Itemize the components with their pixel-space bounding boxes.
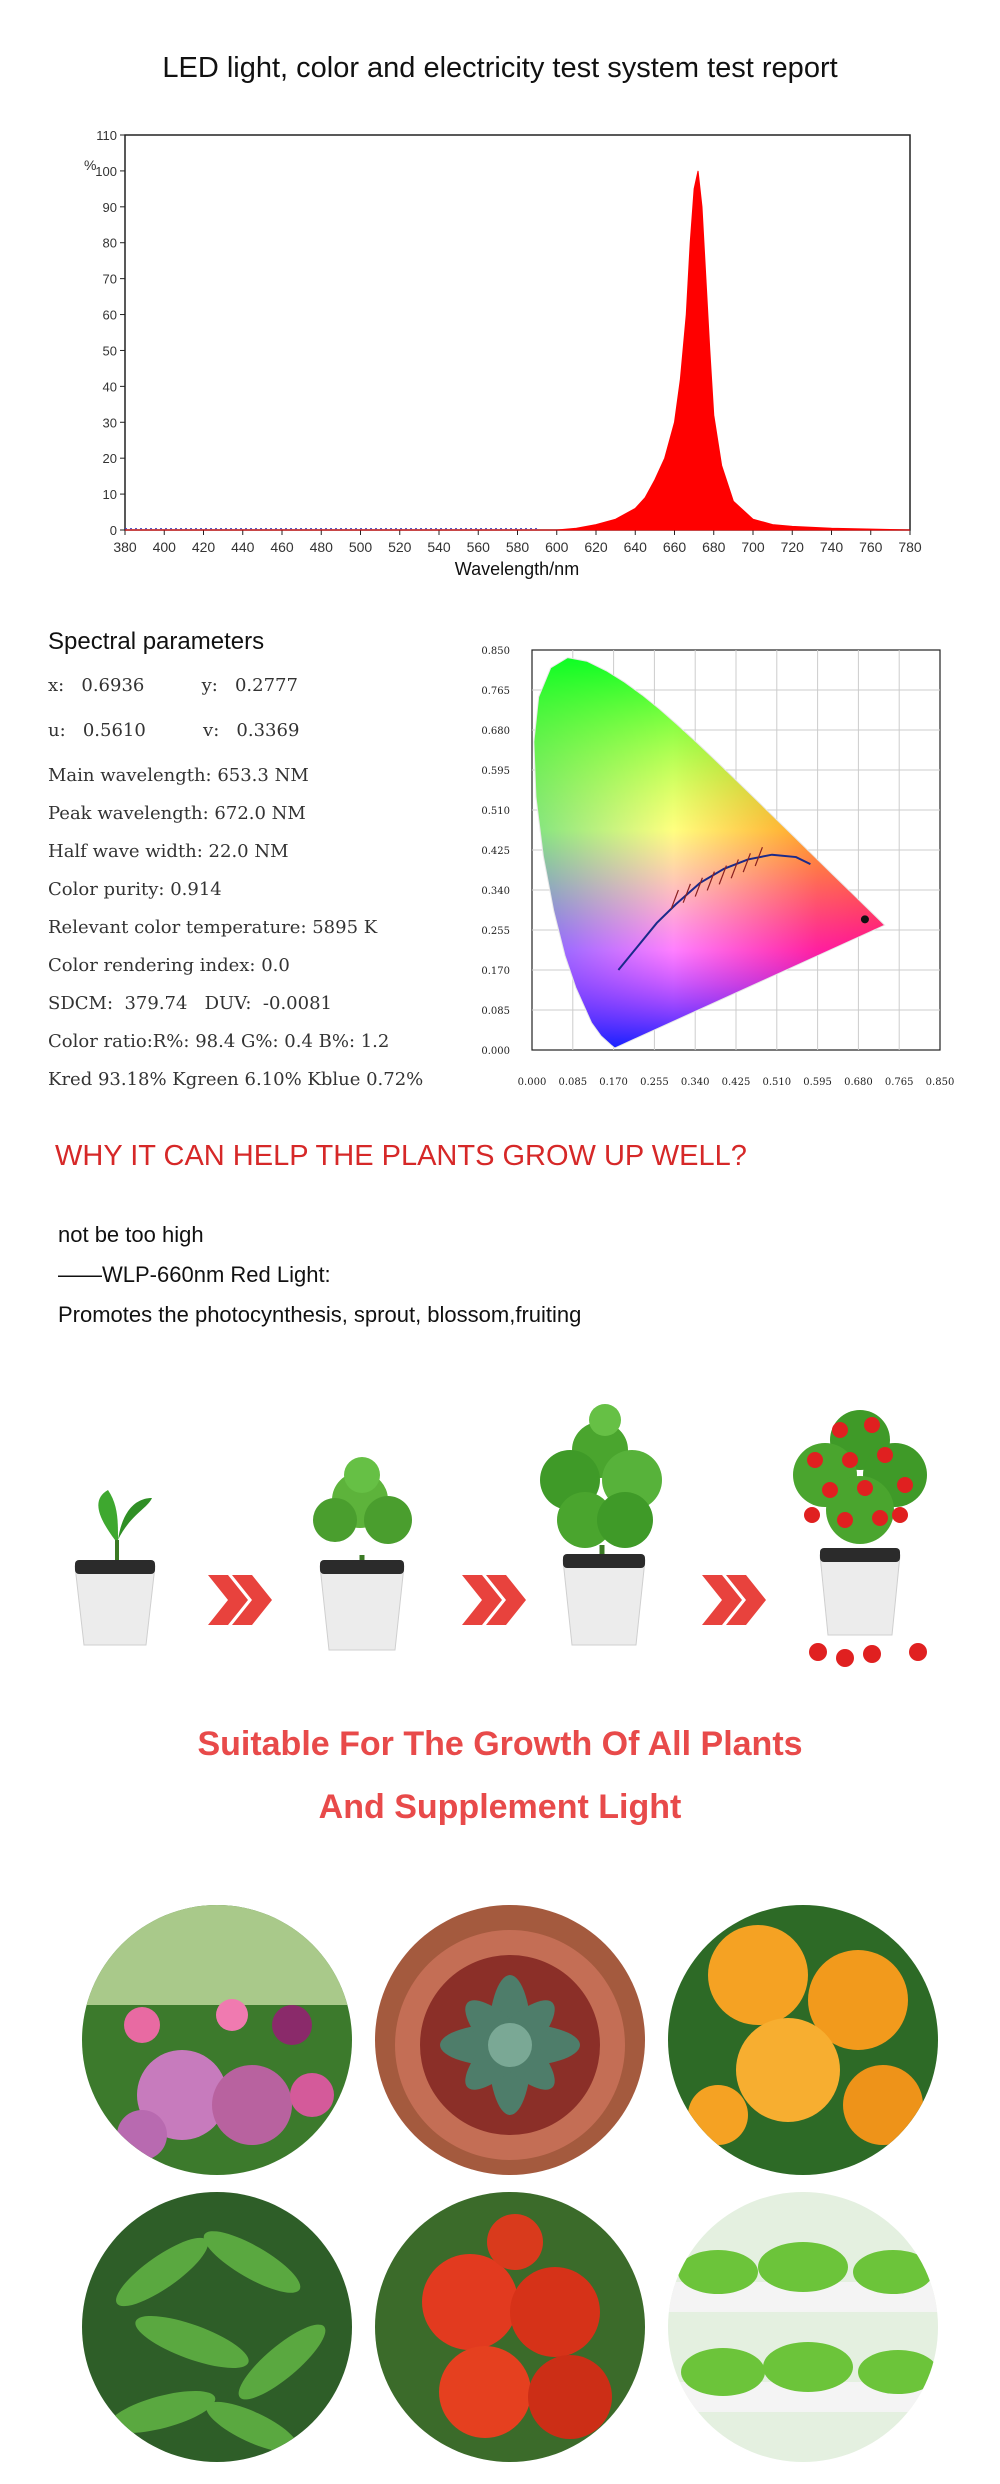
description-line-2: ——WLP-660nm Red Light:	[58, 1262, 331, 1287]
cie-y-tick-label: 0.425	[481, 846, 510, 857]
spectrum-y-tick-label: 90	[102, 199, 117, 215]
cie-y-tick-label: 0.340	[481, 886, 510, 897]
param-cct: Relevant color temperature: 5895 K	[48, 917, 378, 938]
spectrum-x-tick-label: 780	[898, 539, 922, 555]
cie-x-tick-label: 0.255	[640, 1077, 669, 1088]
spectrum-x-tick-label: 440	[231, 539, 255, 555]
param-main-wavelength: Main wavelength: 653.3 NM	[48, 765, 309, 786]
param-peak-wavelength: Peak wavelength: 672.0 NM	[48, 803, 306, 824]
cie-y-tick-label: 0.085	[481, 1006, 510, 1017]
cie-y-tick-label: 0.680	[481, 726, 510, 737]
cie-measured-point	[861, 915, 869, 923]
plant-young-illustration	[313, 1457, 412, 1650]
cie-y-tick-label: 0.765	[481, 686, 510, 697]
arrow-icon	[208, 1575, 272, 1625]
spectrum-y-tick-label: 10	[102, 487, 117, 503]
cie-y-tick-label: 0.510	[481, 806, 510, 817]
spectrum-y-tick-label: 40	[102, 379, 117, 395]
param-color-ratio: Color ratio:R%: 98.4 G%: 0.4 B%: 1.2	[48, 1031, 390, 1052]
spectrum-x-tick-label: 640	[623, 539, 647, 555]
cie-x-tick-label: 0.765	[884, 1077, 914, 1088]
spectrum-x-tick-label: 480	[309, 539, 333, 555]
cie-x-tick-label: 0.850	[925, 1077, 955, 1088]
cie-x-tick-label: 0.340	[680, 1077, 710, 1088]
growth-stages	[0, 1380, 1000, 1680]
arrow-icon	[462, 1575, 526, 1625]
spectrum-x-tick-label: 600	[545, 539, 569, 555]
suitable-heading-line-2: And Supplement Light	[318, 1788, 682, 1826]
tomatoes-photo	[375, 2192, 645, 2462]
spectrum-x-tick-label: 740	[819, 539, 844, 555]
cie-y-tick-label: 0.850	[481, 646, 510, 657]
spectrum-ylabel: %	[84, 157, 97, 173]
report-title: LED light, color and electricity test system test report	[162, 52, 838, 84]
cie-x-tick-label: 0.595	[803, 1077, 832, 1088]
spectrum-x-tick-label: 520	[388, 539, 412, 555]
spectrum-y-tick-label: 110	[96, 128, 117, 143]
cie-x-tick-label: 0.170	[599, 1077, 628, 1088]
param-cri: Color rendering index: 0.0	[48, 955, 290, 976]
cie-y-tick-label: 0.255	[481, 926, 510, 937]
cie-x-tick-label: 0.085	[558, 1077, 588, 1088]
param-k: Kred 93.18% Kgreen 6.10% Kblue 0.72%	[48, 1069, 424, 1090]
spectrum-y-tick-label: 30	[102, 415, 117, 431]
spectrum-x-tick-label: 680	[702, 539, 726, 555]
tea-leaves-photo	[82, 2192, 352, 2462]
cie-x-tick-label: 0.510	[762, 1077, 792, 1088]
spectrum-x-tick-label: 720	[780, 539, 804, 555]
spectrum-y-tick-label: 0	[109, 523, 117, 538]
spectrum-x-tick-label: 500	[348, 539, 373, 555]
suitable-heading-line-1: Suitable For The Growth Of All Plants	[197, 1725, 803, 1763]
spectrum-x-tick-label: 380	[113, 539, 137, 555]
spectrum-y-tick-label: 70	[102, 271, 117, 287]
cie-x-tick-label: 0.000	[517, 1077, 547, 1088]
spectrum-x-tick-label: 460	[270, 539, 294, 555]
cie-y-tick-label: 0.000	[481, 1046, 510, 1057]
param-uv: u: 0.5610 v: 0.3369	[48, 720, 300, 741]
spectrum-x-tick-label: 580	[505, 539, 530, 555]
spectrum-xlabel: Wavelength/nm	[454, 559, 580, 579]
flowers-photo	[82, 1905, 352, 2175]
param-xy: x: 0.6936 y: 0.2777	[48, 675, 298, 696]
spectral-parameters-title: Spectral parameters	[48, 628, 265, 655]
param-purity: Color purity: 0.914	[48, 879, 222, 900]
spectrum-x-tick-label: 400	[152, 539, 176, 555]
spectrum-x-tick-label: 420	[191, 539, 216, 555]
succulent-photo	[375, 1905, 645, 2175]
hydroponic-lettuce-photo	[668, 2192, 938, 2462]
spectrum-series	[125, 171, 910, 530]
cie-y-tick-label: 0.595	[481, 766, 510, 777]
spectrum-x-tick-label: 560	[466, 539, 490, 555]
plant-fruiting-illustration	[793, 1410, 927, 1667]
cie-chart	[470, 640, 980, 1110]
spectrum-y-tick-label: 50	[102, 343, 117, 359]
spectrum-y-tick-label: 100	[95, 163, 117, 179]
spectrum-y-tick-label: 60	[102, 307, 117, 323]
spectrum-y-tick-label: 20	[102, 451, 117, 467]
spectrum-x-tick-label: 620	[584, 539, 608, 555]
section-heading: WHY IT CAN HELP THE PLANTS GROW UP WELL?	[55, 1140, 747, 1172]
param-sdcm: SDCM: 379.74 DUV: -0.0081	[48, 993, 332, 1014]
spectrum-x-tick-label: 700	[741, 539, 765, 555]
orange-tree-photo	[668, 1905, 938, 2175]
spectrum-x-tick-label: 540	[427, 539, 451, 555]
spectrum-x-tick-label: 660	[662, 539, 687, 555]
arrow-icon	[702, 1575, 766, 1625]
spectrum-chart	[70, 125, 930, 585]
spectrum-plot-frame	[125, 135, 910, 530]
description-line-3: Promotes the photocynthesis, sprout, blossom,fruiting	[58, 1302, 582, 1327]
cie-x-tick-label: 0.425	[721, 1077, 751, 1088]
description-line-1: not be too high	[58, 1222, 204, 1247]
cie-x-tick-label: 0.680	[844, 1077, 873, 1088]
param-half-wave: Half wave width: 22.0 NM	[48, 841, 289, 862]
plant-sprout-illustration	[75, 1490, 155, 1645]
cie-y-tick-label: 0.170	[481, 966, 510, 977]
spectrum-x-tick-label: 760	[859, 539, 883, 555]
plant-mature-illustration	[540, 1404, 662, 1645]
spectrum-y-tick-label: 80	[102, 235, 117, 251]
